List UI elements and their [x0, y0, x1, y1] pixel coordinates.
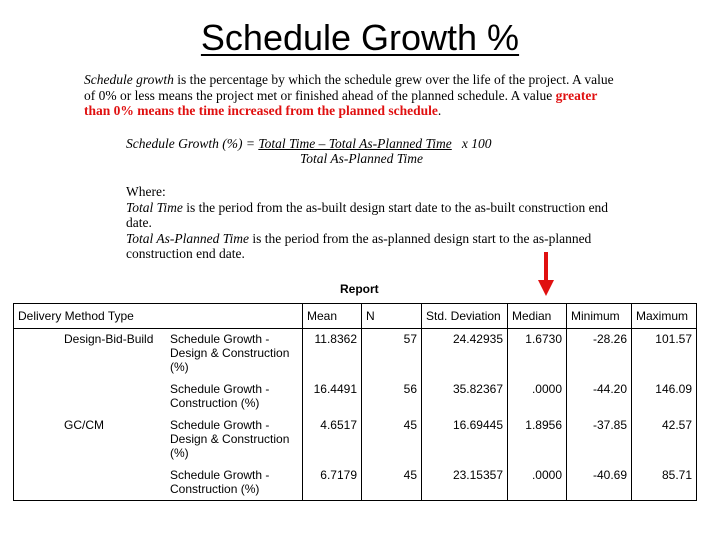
variable-label: Schedule Growth - Design & Construction (%) — [170, 332, 290, 374]
formula-lhs: Schedule Growth (%) = — [126, 136, 259, 151]
cell-max: 101.57 — [632, 329, 697, 379]
cell-mean: 11.8362 — [303, 329, 362, 379]
where-planned-term: Total As-Planned Time — [126, 230, 250, 246]
cell-std: 23.15357 — [422, 465, 508, 501]
cell-max: 85.71 — [632, 465, 697, 501]
variable-label: Schedule Growth - Design & Construction (%) — [170, 417, 290, 460]
variable-label: Schedule Growth - Construction (%) — [170, 467, 270, 496]
intro-text: is the percentage by which the schedule grew over the life of the project. A value of 0% or less means the project met or finished ahead of the planned schedule. A value — [84, 72, 614, 103]
table-row — [14, 379, 697, 415]
header-maximum: Maximum — [632, 304, 697, 329]
page-title-text: Schedule Growth % — [200, 17, 520, 58]
table-row — [14, 465, 697, 501]
cell-min: -28.26 — [567, 329, 632, 379]
intro-highlight: greater than 0% means the time increased from the planned schedule — [84, 87, 598, 118]
cell-mean: 4.6517 — [303, 415, 362, 465]
cell-std: 24.42935 — [422, 329, 508, 379]
cell-n: 57 — [362, 329, 422, 379]
formula-multiplier: x 100 — [451, 136, 492, 151]
cell-mean: 6.7179 — [303, 465, 362, 501]
formula — [126, 136, 492, 166]
cell-n: 56 — [362, 379, 422, 415]
header-delivery-method: Delivery Method Type — [14, 304, 303, 329]
where-section — [126, 184, 626, 262]
cell-std: 16.69445 — [422, 415, 508, 465]
cell-n: 45 — [362, 465, 422, 501]
intro-term: Schedule growth — [84, 72, 174, 87]
cell-std: 35.82367 — [422, 379, 508, 415]
page-title — [0, 16, 720, 60]
report-header-row — [14, 304, 697, 329]
cell-median: 1.6730 — [508, 329, 567, 379]
intro-paragraph — [84, 72, 624, 119]
formula-numerator: Total Time – Total As-Planned Time — [258, 136, 452, 151]
cell-median: .0000 — [508, 379, 567, 415]
cell-min: -44.20 — [567, 379, 632, 415]
where-total-time-def: is the period from the as-built design start date to the as-built construction end date. — [126, 199, 609, 230]
header-mean: Mean — [303, 304, 362, 329]
red-down-arrow-icon — [538, 252, 554, 296]
intro-end: . — [437, 103, 442, 118]
group-label — [14, 465, 167, 501]
cell-max: 42.57 — [632, 415, 697, 465]
group-label: GC/CM — [64, 417, 104, 432]
header-minimum: Minimum — [567, 304, 632, 329]
cell-mean: 16.4491 — [303, 379, 362, 415]
cell-max: 146.09 — [632, 379, 697, 415]
formula-denominator: Total As-Planned Time — [300, 151, 424, 166]
report-title-text: Report — [340, 282, 379, 296]
table-row — [14, 329, 697, 379]
cell-n: 45 — [362, 415, 422, 465]
header-n: N — [362, 304, 422, 329]
where-planned-def: is the period from the as-planned design start to the as-planned construction end date. — [126, 230, 592, 261]
cell-median: .0000 — [508, 465, 567, 501]
cell-min: -37.85 — [567, 415, 632, 465]
cell-median: 1.8956 — [508, 415, 567, 465]
cell-min: -40.69 — [567, 465, 632, 501]
header-median: Median — [508, 304, 567, 329]
table-row — [14, 415, 697, 465]
where-total-time — [126, 200, 626, 231]
group-label — [14, 379, 167, 415]
where-total-time-term: Total Time — [126, 199, 183, 215]
variable-label: Schedule Growth - Construction (%) — [170, 381, 270, 410]
report-table — [13, 303, 697, 501]
where-heading: Where: — [126, 184, 166, 199]
group-label: Design-Bid-Build — [64, 332, 154, 346]
header-std-deviation: Std. Deviation — [422, 304, 508, 329]
